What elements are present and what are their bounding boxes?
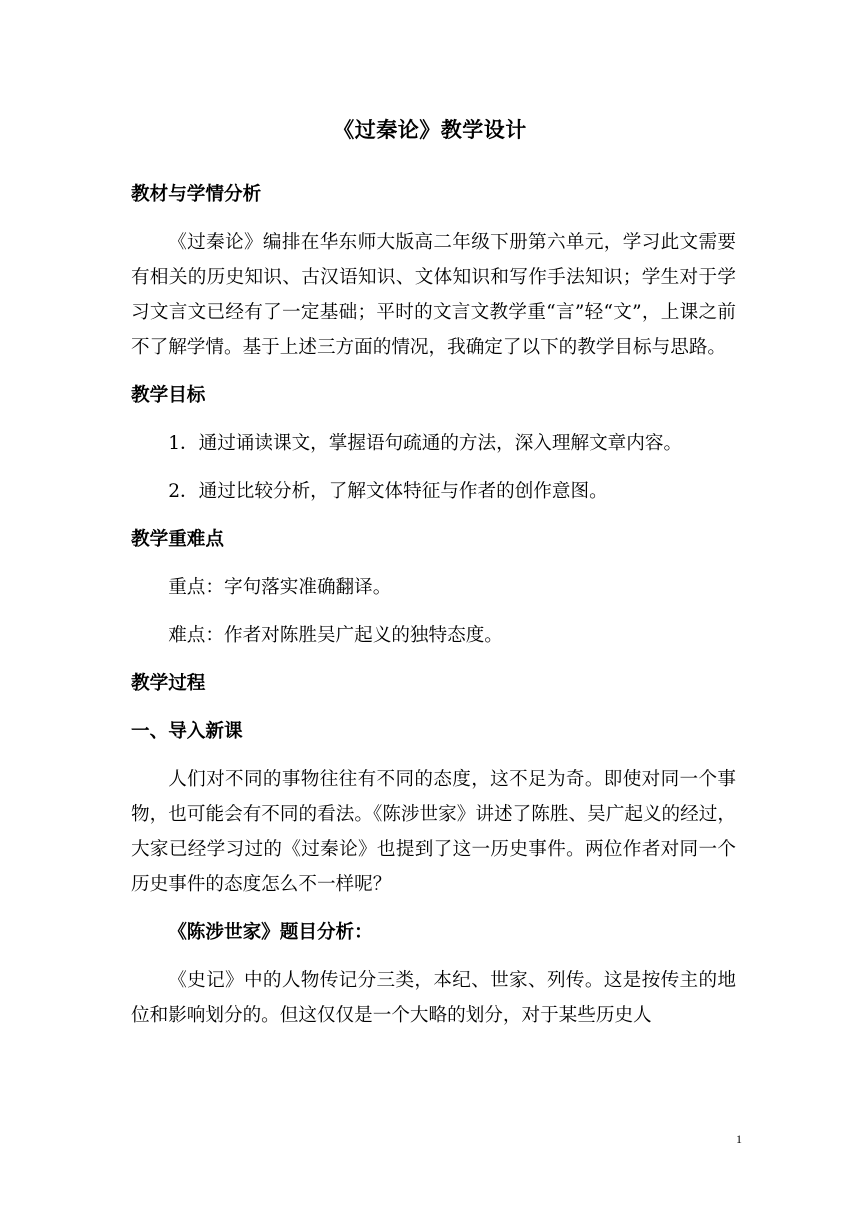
section-heading-goals: 教学目标 <box>131 385 206 406</box>
step-heading-intro: 一、导入新课 <box>131 721 243 742</box>
intro-paragraph: 人们对不同的事物往往有不同的态度，这不足为奇。即使对同一个事物，也可能会有不同的看法。《陈涉世家》讲述了陈胜、吴广起义的经过，大家已经学习过的《过秦论》也提到了这一历史事件。两位作者对同一个历史事件的态度怎么不一样呢？ <box>131 769 736 895</box>
section-heading-key-points: 教学重难点 <box>131 529 224 550</box>
document-title: 《过秦论》教学设计 <box>333 117 527 142</box>
subheading-title-analysis: 《陈涉世家》题目分析： <box>168 922 373 943</box>
page-number: 1 <box>736 1132 742 1146</box>
goal-item-2: 2．通过比较分析，了解文体特征与作者的创作意图。 <box>168 481 608 502</box>
goal-item-1: 1．通过诵读课文，掌握语句疏通的方法，深入理解文章内容。 <box>168 433 683 454</box>
section-heading-analysis: 教材与学情分析 <box>131 184 262 205</box>
difficult-point-line: 难点：作者对陈胜吴广起义的独特态度。 <box>168 625 503 646</box>
document-body <box>131 177 736 1046</box>
section-heading-process: 教学过程 <box>131 673 206 694</box>
key-point-line: 重点：字句落实准确翻译。 <box>168 577 392 598</box>
shiji-paragraph: 《史记》中的人物传记分三类，本纪、世家、列传。这是按传主的地位和影响划分的。但这仅仅是一个大略的划分，对于某些历史人 <box>131 970 736 1026</box>
analysis-paragraph: 《过秦论》编排在华东师大版高二年级下册第六单元，学习此文需要有相关的历史知识、古汉语知识、文体知识和写作手法知识；学生对于学习文言文已经有了一定基础；平时的文言文教学重“言”轻“文”，上课之前不了解学情。基于上述三方面的情况，我确定了以下的教学目标与思路。 <box>131 232 736 358</box>
